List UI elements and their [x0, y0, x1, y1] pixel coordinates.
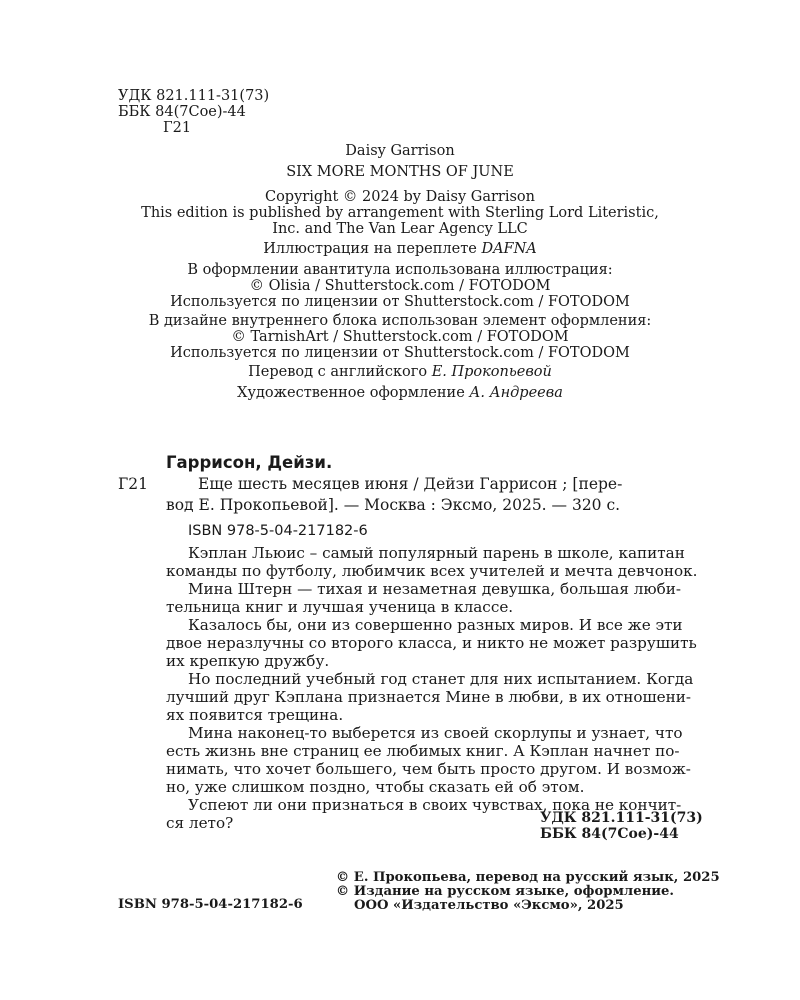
title-en: SIX MORE MONTHS OF JUNE [286, 164, 514, 180]
catalog-entry-line-1: Еще шесть месяцев июня / Дейзи Гаррисон ; [пере- [198, 475, 623, 493]
annotation-line: есть жизнь вне страниц ее любимых книг. А Кэплан начнет по- [166, 742, 680, 760]
annotation-line: их крепкую дружбу. [166, 652, 330, 670]
flyleaf-line-2: © Olisia / Shutterstock.com / FOTODOM [249, 278, 551, 294]
translator-name: Е. Прокопьевой [431, 364, 552, 380]
annotation-line: но, уже слишком поздно, чтобы сказать ей об этом. [166, 778, 585, 796]
catalog-author-heading: Гаррисон, Дейзи. [166, 453, 333, 472]
catalog-bbk: ББК 84(7Сое)-44 [540, 826, 679, 842]
translation-prefix: Перевод с английского [248, 364, 432, 380]
header-author-mark: Г21 [163, 120, 192, 136]
footer-copyright-edition-2: ООО «Издательство «Эксмо», 2025 [354, 898, 624, 913]
footer-isbn: ISBN 978-5-04-217182-6 [118, 897, 303, 912]
cover-illustration-name: DAFNA [481, 241, 537, 257]
footer-copyright-edition-1: © Издание на русском языке, оформление. [336, 884, 675, 899]
copyright-line-3: Inc. and The Van Lear Agency LLC [272, 221, 528, 237]
annotation-line: Казалось бы, они из совершенно разных миров. И все же эти [188, 616, 683, 634]
annotation-paragraph [166, 724, 697, 796]
inner-line-1: В дизайне внутреннего блока использован элемент оформления: [148, 313, 652, 329]
annotation-line: ся лето? [166, 814, 234, 832]
annotation-line: Но последний учебный год станет для них испытанием. Когда [188, 670, 694, 688]
annotation [166, 544, 697, 832]
annotation-line: Мина наконец-то выберется из своей скорлупы и узнает, что [188, 724, 683, 742]
annotation-line: двое неразлучны со второго класса, и никто не может разрушить [166, 634, 697, 652]
translation-credit [0, 364, 800, 381]
annotation-line: Кэплан Льюис – самый популярный парень в школе, капитан [188, 544, 685, 562]
annotation-line: ях появится трещина. [166, 706, 344, 724]
annotation-line: Успеют ли они признаться в своих чувствах, пока не кончит- [188, 796, 682, 814]
design-prefix: Художественное оформление [237, 385, 470, 401]
inner-line-3: Используется по лицензии от Shutterstock.com / FOTODOM [170, 345, 630, 361]
annotation-line: Мина Штерн — тихая и незаметная девушка, большая люби- [188, 580, 682, 598]
annotation-line: тельница книг и лучшая ученица в классе. [166, 598, 514, 616]
annotation-line: команды по футболу, любимчик всех учителей и мечта девчонок. [166, 562, 698, 580]
copyright-line-2: This edition is published by arrangement with Sterling Lord Literistic, [141, 205, 659, 221]
cover-illustration-prefix: Иллюстрация на переплете [263, 241, 482, 257]
annotation-paragraph [166, 616, 697, 670]
inner-line-2: © TarnishArt / Shutterstock.com / FOTODOM [231, 329, 569, 345]
footer-copyright-translation: © Е. Прокопьева, перевод на русский язык, 2025 [336, 870, 720, 885]
cover-illustration-credit [0, 241, 800, 258]
catalog-mark: Г21 [118, 475, 148, 493]
copyright-line-1: Copyright © 2024 by Daisy Garrison [264, 189, 535, 205]
catalog-isbn: ISBN 978-5-04-217182-6 [188, 523, 368, 539]
design-credit [0, 385, 800, 402]
annotation-paragraph [166, 670, 697, 724]
flyleaf-line-3: Используется по лицензии от Shutterstock.com / FOTODOM [170, 294, 630, 310]
annotation-line: лучший друг Кэплана признается Мине в любви, в их отношени- [166, 688, 691, 706]
catalog-udk: УДК 821.111-31(73) [540, 810, 703, 826]
header-bbk: ББК 84(7Сое)-44 [118, 104, 246, 120]
flyleaf-line-1: В оформлении авантитула использована иллюстрация: [187, 262, 613, 278]
annotation-paragraph [166, 580, 697, 616]
designer-name: А. Андреева [469, 385, 563, 401]
annotation-paragraph [166, 544, 697, 580]
author-en: Daisy Garrison [345, 143, 455, 159]
header-udk: УДК 821.111-31(73) [118, 88, 270, 104]
catalog-entry-line-2: вод Е. Прокопьевой]. — Москва : Эксмо, 2025. — 320 с. [166, 496, 621, 514]
annotation-line: нимать, что хочет большего, чем быть просто другом. И возмож- [166, 760, 691, 778]
